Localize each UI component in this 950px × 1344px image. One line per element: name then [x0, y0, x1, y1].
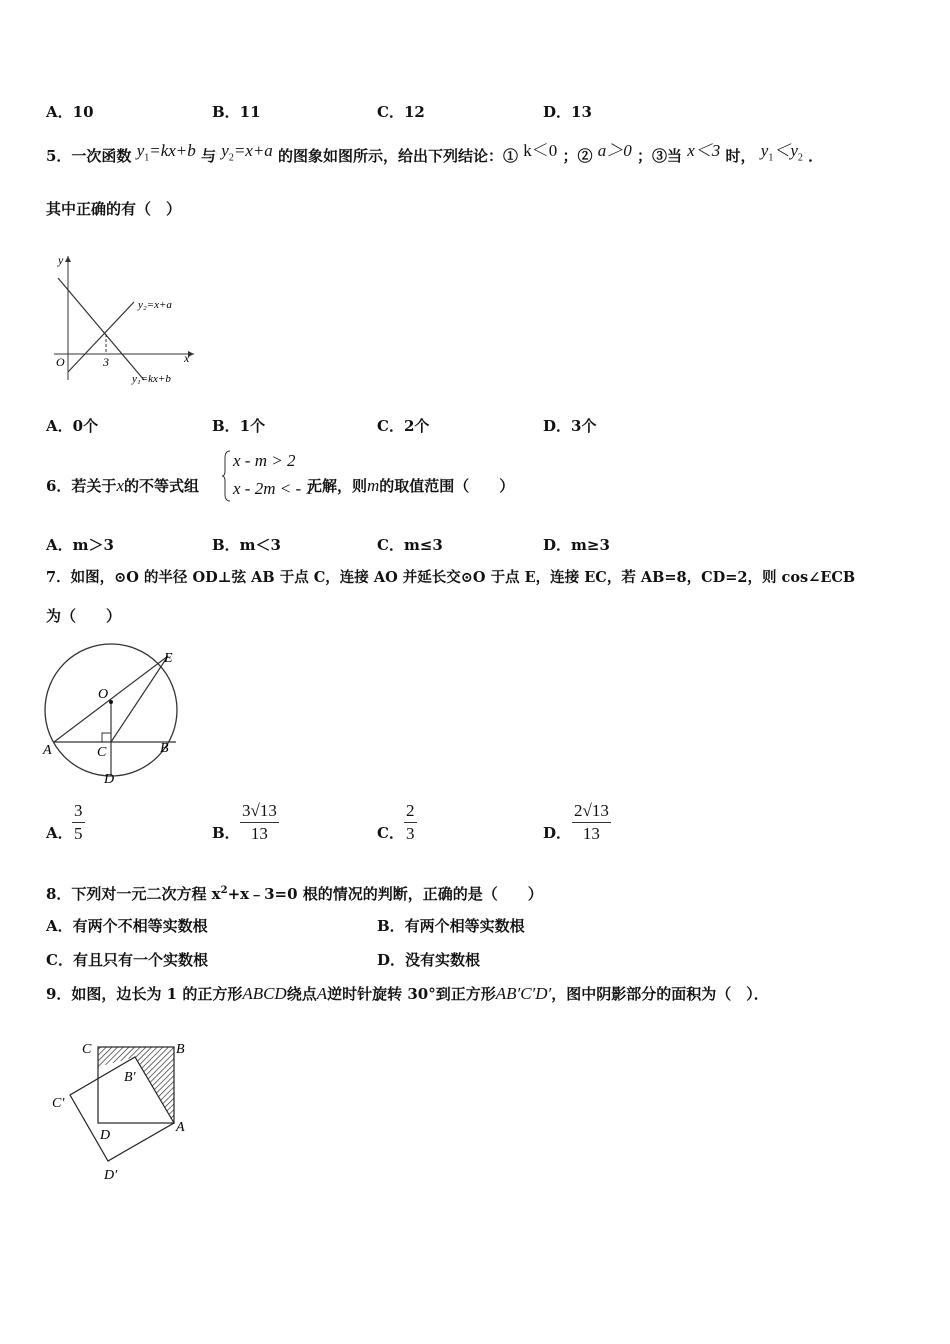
- q8-option-c: C．有且只有一个实数根: [46, 951, 208, 969]
- q5-graph-3-label: 3: [103, 355, 109, 369]
- q5-graph-y-label: y: [58, 253, 64, 267]
- q7-figure: [40, 640, 185, 790]
- q5-graph-line1-label: y₁=kx+b: [132, 373, 171, 385]
- q4-option-c: C．12: [377, 103, 425, 121]
- q7-label-e: E: [164, 651, 173, 666]
- q9-label-c-prime: C′: [52, 1096, 65, 1111]
- q9-label-a: A: [176, 1120, 185, 1135]
- q7-label-o: O: [98, 687, 109, 702]
- q8-option-b: B．有两个相等实数根: [377, 917, 525, 935]
- q9-label-d: D: [100, 1128, 111, 1143]
- q7-label-a: A: [43, 743, 52, 758]
- q4-option-a: A．10: [46, 103, 94, 121]
- q5-graph-origin-label: O: [56, 355, 65, 369]
- q8-option-d: D．没有实数根: [377, 951, 481, 969]
- q6-option-b: B．m＜3: [212, 536, 281, 554]
- q5-graph-x-label: x: [184, 351, 190, 365]
- q6-option-c: C．m≤3: [377, 536, 443, 554]
- q5-stem: 5．一次函数 $y_1=kx+b$ 与 $y_2=x+a$ 的图象如图所示，给出下列结论：① k＜0 ；② a＞0 ；③当 x＜3 时， $y_1<y_2$ ．: [46, 141, 824, 165]
- q6-inequality-1: x - m > 2: [233, 451, 296, 470]
- q7-option-d-fraction: $\frac{2√13}{13}$: [574, 801, 609, 843]
- q7-option-c-fraction: $\frac{2}{3}$: [406, 801, 415, 843]
- q5-option-c: C．2个: [377, 417, 430, 435]
- q5-option-a: A．0个: [46, 417, 99, 435]
- q9-stem: 9．如图，边长为 1 的正方形ABCD绕点A逆时针旋转 30°到正方形AB′C′D′，图中阴影部分的面积为（ ）．: [46, 984, 769, 1003]
- q9-figure: [50, 1035, 200, 1185]
- q7-label-b: B: [160, 741, 169, 756]
- q7-stem-line2: 为（ ）: [46, 607, 122, 625]
- q7-option-b-label: B．: [212, 824, 240, 842]
- q7-option-b-fraction: $\frac{3√13}{13}$: [242, 801, 277, 843]
- q7-option-a-fraction: $\frac{3}{5}$: [74, 801, 83, 843]
- q7-stem: 7．如图，⊙O 的半径 OD⊥弦 AB 于点 C，连接 AO 并延长交⊙O 于点 E，连接 EC，若 AB=8，CD=2，则 cos∠ECB: [46, 569, 856, 586]
- q5-graph: [44, 250, 204, 390]
- q6-stem: 6．若关于x的不等式组 无解，则m的取值范围（ ）: [46, 476, 515, 495]
- q4-option-b: B．11: [212, 103, 261, 121]
- q9-label-d-prime: D′: [104, 1168, 118, 1183]
- q7-option-d-label: D．: [543, 824, 572, 842]
- q8-option-a: A．有两个不相等实数根: [46, 917, 208, 935]
- q9-label-c: C: [82, 1042, 92, 1057]
- q7-option-a-label: A．: [46, 824, 73, 842]
- q5-option-d: D．3个: [543, 417, 597, 435]
- q5-option-b: B．1个: [212, 417, 266, 435]
- q6-inequality-2: x - 2m < - 1: [233, 479, 314, 498]
- q9-label-b-prime: B′: [124, 1070, 136, 1085]
- q4-option-d: D．13: [543, 103, 592, 121]
- q6-option-d: D．m≥3: [543, 536, 610, 554]
- q5-graph-line2-label: y₂=x+a: [138, 299, 172, 311]
- q9-label-b: B: [176, 1042, 185, 1057]
- q7-label-d: D: [104, 772, 115, 787]
- q7-option-c-label: C．: [377, 824, 404, 842]
- q7-label-c: C: [97, 745, 107, 760]
- q6-option-a: A．m＞3: [46, 536, 114, 554]
- q8-stem: 8．下列对一元二次方程 $x^2+x﹣3=0$ 根的情况的判断，正确的是（ ）: [46, 885, 543, 903]
- q6-brace: [222, 450, 232, 502]
- q5-stem-line2: 其中正确的有（ ）: [46, 200, 182, 218]
